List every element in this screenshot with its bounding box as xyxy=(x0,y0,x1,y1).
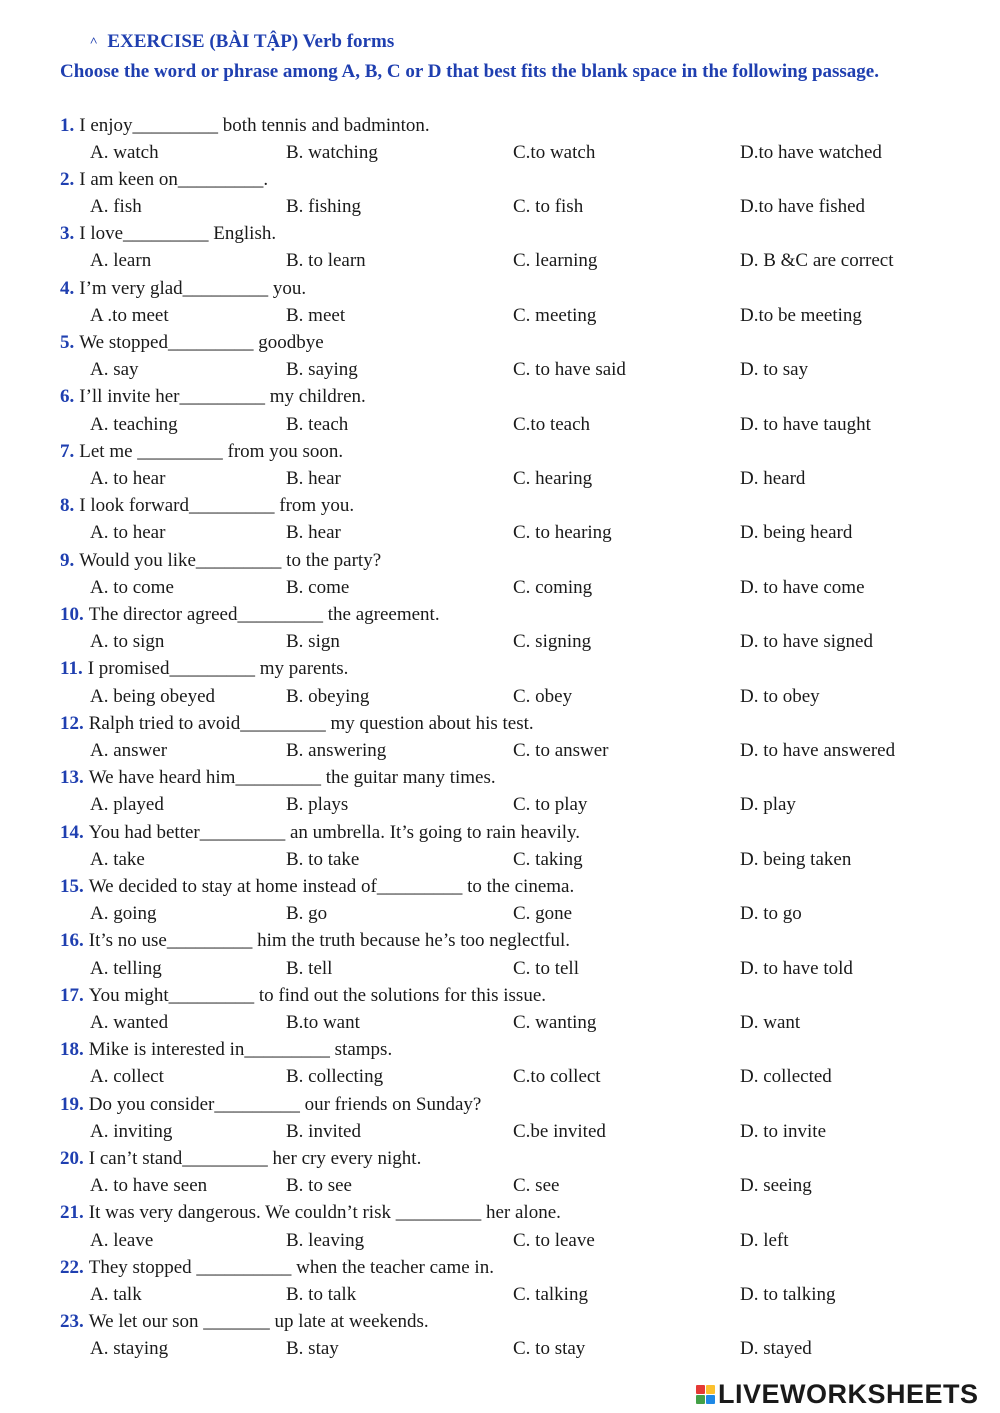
option-c[interactable]: C. gone xyxy=(513,903,573,925)
question-stem xyxy=(60,220,276,247)
option-d[interactable]: D. left xyxy=(740,1229,789,1251)
option-c[interactable]: C.to watch xyxy=(513,141,596,163)
question-text: The director agreed_________ the agreement. xyxy=(88,604,440,626)
question-stem xyxy=(60,982,546,1009)
question-text: I promised_________ my parents. xyxy=(87,658,349,680)
question-number: 1. xyxy=(60,114,75,136)
option-d[interactable]: D. to have told xyxy=(740,957,853,979)
option-a[interactable]: A. answer xyxy=(90,739,168,761)
question-stem xyxy=(60,710,534,737)
option-d[interactable]: D. to have answered xyxy=(740,739,896,761)
option-b[interactable]: B.to want xyxy=(286,1011,360,1033)
option-a[interactable]: A. talk xyxy=(90,1283,142,1305)
option-a[interactable]: A. teaching xyxy=(90,413,178,435)
triangle-bullet-icon: ˄ xyxy=(90,33,98,48)
option-b[interactable]: B. leaving xyxy=(286,1229,365,1251)
question-stem xyxy=(60,873,574,900)
question-item xyxy=(0,1308,1000,1362)
option-b[interactable]: B. come xyxy=(286,576,350,598)
question-item xyxy=(0,819,1000,873)
question-item xyxy=(0,1091,1000,1145)
option-b[interactable]: B. saying xyxy=(286,359,358,381)
option-c[interactable]: C.be invited xyxy=(513,1120,606,1142)
option-a[interactable]: A. collect xyxy=(90,1066,164,1088)
option-a[interactable]: A. wanted xyxy=(90,1011,169,1033)
option-c[interactable]: C. talking xyxy=(513,1283,588,1305)
exercise-heading xyxy=(90,31,394,53)
question-text: We have heard him_________ the guitar many times. xyxy=(88,767,496,789)
option-b[interactable]: B. fishing xyxy=(286,196,361,218)
option-d[interactable]: D.to be meeting xyxy=(740,304,862,326)
option-c[interactable]: C. wanting xyxy=(513,1011,597,1033)
option-d[interactable]: D. being heard xyxy=(740,522,853,544)
option-c[interactable]: C. coming xyxy=(513,576,593,598)
option-a[interactable]: A. learn xyxy=(90,250,152,272)
option-d[interactable]: D. stayed xyxy=(740,1338,812,1360)
question-stem xyxy=(60,112,430,139)
option-d[interactable]: D. heard xyxy=(740,468,806,490)
logo-mark-icon xyxy=(696,1385,715,1404)
instructions: Choose the word or phrase among A, B, C or D that best fits the blank space in the following passage. xyxy=(60,61,879,82)
option-b[interactable]: B. hear xyxy=(286,468,341,490)
option-a[interactable]: A. to hear xyxy=(90,468,166,490)
question-item xyxy=(0,710,1000,764)
option-d[interactable]: D. to say xyxy=(740,359,809,381)
question-number: 8. xyxy=(60,495,75,517)
option-b[interactable]: B. stay xyxy=(286,1338,339,1360)
option-b[interactable]: B. plays xyxy=(286,794,349,816)
option-b[interactable]: B. to talk xyxy=(286,1283,357,1305)
option-a[interactable]: A. leave xyxy=(90,1229,154,1251)
question-text: Mike is interested in_________ stamps. xyxy=(88,1039,393,1061)
option-d[interactable]: D. to talking xyxy=(740,1283,836,1305)
question-number: 22. xyxy=(60,1256,84,1278)
question-stem xyxy=(60,438,343,465)
question-text: Let me _________ from you soon. xyxy=(79,440,344,462)
option-b[interactable]: B. hear xyxy=(286,522,341,544)
option-b[interactable]: B. to learn xyxy=(286,250,366,272)
option-a[interactable]: A .to meet xyxy=(90,304,169,326)
option-a[interactable]: A. going xyxy=(90,903,157,925)
question-stem xyxy=(60,1254,494,1281)
option-a[interactable]: A. to hear xyxy=(90,522,166,544)
question-stem xyxy=(60,1036,392,1063)
option-c[interactable]: C. to fish xyxy=(513,196,584,218)
question-stem xyxy=(60,547,381,574)
question-item xyxy=(0,982,1000,1036)
option-d[interactable]: D. being taken xyxy=(740,848,852,870)
option-d[interactable]: D. to have taught xyxy=(740,413,871,435)
option-b[interactable]: B. answering xyxy=(286,739,387,761)
question-text: I look forward_________ from you. xyxy=(79,495,355,517)
question-item xyxy=(0,1199,1000,1253)
question-item xyxy=(0,492,1000,546)
option-d[interactable]: D.to have fished xyxy=(740,196,866,218)
question-text: It was very dangerous. We couldn’t risk _________ her alone. xyxy=(88,1202,561,1224)
option-b[interactable]: B. tell xyxy=(286,957,333,979)
question-stem xyxy=(60,1091,481,1118)
question-item xyxy=(0,1254,1000,1308)
question-list xyxy=(0,112,1000,1363)
question-stem xyxy=(60,1308,429,1335)
question-text: We stopped_________ goodbye xyxy=(79,332,324,354)
option-a[interactable]: A. watch xyxy=(90,141,159,163)
question-text: Ralph tried to avoid_________ my question about his test. xyxy=(88,712,534,734)
question-text: Do you consider_________ our friends on Sunday? xyxy=(88,1093,482,1115)
option-a[interactable]: A. staying xyxy=(90,1338,169,1360)
question-text: We let our son _______ up late at weekends. xyxy=(88,1311,429,1333)
option-d[interactable]: D. to go xyxy=(740,903,802,925)
question-item xyxy=(0,220,1000,274)
question-item xyxy=(0,1145,1000,1199)
question-number: 19. xyxy=(60,1093,84,1115)
question-stem xyxy=(60,1199,561,1226)
question-number: 5. xyxy=(60,332,75,354)
option-c[interactable]: C.to collect xyxy=(513,1066,601,1088)
option-d[interactable]: D. want xyxy=(740,1011,801,1033)
option-b[interactable]: B. sign xyxy=(286,631,340,653)
question-stem xyxy=(60,1145,421,1172)
question-number: 20. xyxy=(60,1147,84,1169)
question-text: You might_________ to find out the solutions for this issue. xyxy=(88,984,547,1006)
option-d[interactable]: D.to have watched xyxy=(740,141,882,163)
question-item xyxy=(0,166,1000,220)
option-b[interactable]: B. watching xyxy=(286,141,378,163)
option-c[interactable]: C. learning xyxy=(513,250,598,272)
option-c[interactable]: C. to have said xyxy=(513,359,626,381)
question-number: 7. xyxy=(60,440,75,462)
question-stem xyxy=(60,166,268,193)
option-c[interactable]: C. signing xyxy=(513,631,592,653)
logo-square-green xyxy=(696,1395,705,1404)
question-number: 6. xyxy=(60,386,75,408)
option-b[interactable]: B. go xyxy=(286,903,328,925)
option-d[interactable]: D. play xyxy=(740,794,796,816)
question-number: 14. xyxy=(60,821,84,843)
question-number: 17. xyxy=(60,984,84,1006)
logo-square-yellow xyxy=(706,1385,715,1394)
option-d[interactable]: D. to obey xyxy=(740,685,820,707)
option-a[interactable]: A. played xyxy=(90,794,164,816)
question-item xyxy=(0,438,1000,492)
option-b[interactable]: B. invited xyxy=(286,1120,361,1142)
option-c[interactable]: C. to hearing xyxy=(513,522,612,544)
question-number: 15. xyxy=(60,875,84,897)
question-stem xyxy=(60,275,306,302)
question-item xyxy=(0,601,1000,655)
question-text: They stopped __________ when the teacher came in. xyxy=(88,1256,494,1278)
question-stem xyxy=(60,329,324,356)
option-c[interactable]: C. to play xyxy=(513,794,588,816)
option-b[interactable]: B. collecting xyxy=(286,1066,384,1088)
option-d[interactable]: D. to have signed xyxy=(740,631,873,653)
question-number: 2. xyxy=(60,168,75,190)
question-item xyxy=(0,329,1000,383)
question-stem xyxy=(60,927,570,954)
option-c[interactable]: C. hearing xyxy=(513,468,593,490)
logo-square-red xyxy=(696,1385,705,1394)
option-c[interactable]: C. to answer xyxy=(513,739,609,761)
question-number: 21. xyxy=(60,1202,84,1224)
option-d[interactable]: D. seeing xyxy=(740,1175,812,1197)
option-a[interactable]: A. to have seen xyxy=(90,1175,208,1197)
option-c[interactable]: C. to tell xyxy=(513,957,579,979)
question-text: I enjoy_________ both tennis and badminton. xyxy=(79,114,430,136)
exercise-heading-text: EXERCISE (BÀI TẬP) Verb forms xyxy=(107,31,395,52)
question-text: Would you like_________ to the party? xyxy=(79,549,382,571)
option-c[interactable]: C. taking xyxy=(513,848,583,870)
question-item xyxy=(0,764,1000,818)
option-a[interactable]: A. say xyxy=(90,359,139,381)
option-b[interactable]: B. meet xyxy=(286,304,346,326)
question-text: I can’t stand_________ her cry every night. xyxy=(88,1147,422,1169)
question-number: 23. xyxy=(60,1311,84,1333)
question-item xyxy=(0,112,1000,166)
question-text: I’m very glad_________ you. xyxy=(79,277,307,299)
question-item xyxy=(0,1036,1000,1090)
question-item xyxy=(0,927,1000,981)
question-number: 16. xyxy=(60,930,84,952)
question-stem xyxy=(60,819,580,846)
question-number: 10. xyxy=(60,604,84,626)
option-b[interactable]: B. to take xyxy=(286,848,360,870)
question-stem xyxy=(60,601,440,628)
logo-square-blue xyxy=(706,1395,715,1404)
option-d[interactable]: D. to have come xyxy=(740,576,865,598)
question-text: I’ll invite her_________ my children. xyxy=(79,386,366,408)
option-c[interactable]: C.to teach xyxy=(513,413,591,435)
option-c[interactable]: C. see xyxy=(513,1175,560,1197)
question-stem xyxy=(60,383,366,410)
option-a[interactable]: A. to come xyxy=(90,576,174,598)
option-c[interactable]: C. meeting xyxy=(513,304,597,326)
option-d[interactable]: D. B &C are correct xyxy=(740,250,894,272)
liveworksheets-logo xyxy=(696,1378,979,1410)
option-d[interactable]: D. collected xyxy=(740,1066,832,1088)
question-number: 12. xyxy=(60,712,84,734)
question-stem xyxy=(60,655,348,682)
option-c[interactable]: C. obey xyxy=(513,685,573,707)
option-a[interactable]: A. to sign xyxy=(90,631,165,653)
question-stem xyxy=(60,492,354,519)
option-b[interactable]: B. teach xyxy=(286,413,349,435)
question-number: 18. xyxy=(60,1039,84,1061)
question-number: 3. xyxy=(60,223,75,245)
question-text: It’s no use_________ him the truth because he’s too neglectful. xyxy=(88,930,570,952)
option-a[interactable]: A. fish xyxy=(90,196,142,218)
question-item xyxy=(0,655,1000,709)
option-a[interactable]: A. take xyxy=(90,848,145,870)
question-text: I love_________ English. xyxy=(79,223,277,245)
option-c[interactable]: C. to leave xyxy=(513,1229,595,1251)
option-c[interactable]: C. to stay xyxy=(513,1338,586,1360)
question-text: We decided to stay at home instead of_________ to the cinema. xyxy=(88,875,575,897)
option-d[interactable]: D. to invite xyxy=(740,1120,827,1142)
question-item xyxy=(0,547,1000,601)
option-a[interactable]: A. inviting xyxy=(90,1120,173,1142)
question-stem xyxy=(60,764,496,791)
question-text: I am keen on_________. xyxy=(79,168,269,190)
question-item xyxy=(0,275,1000,329)
question-number: 9. xyxy=(60,549,75,571)
question-number: 13. xyxy=(60,767,84,789)
option-a[interactable]: A. telling xyxy=(90,957,162,979)
question-text: You had better_________ an umbrella. It’s going to rain heavily. xyxy=(88,821,581,843)
option-b[interactable]: B. obeying xyxy=(286,685,370,707)
question-item xyxy=(0,873,1000,927)
option-a[interactable]: A. being obeyed xyxy=(90,685,216,707)
question-number: 4. xyxy=(60,277,75,299)
option-b[interactable]: B. to see xyxy=(286,1175,352,1197)
question-item xyxy=(0,383,1000,437)
question-number: 11. xyxy=(60,658,83,680)
logo-text: LIVEWORKSHEETS xyxy=(718,1378,979,1409)
